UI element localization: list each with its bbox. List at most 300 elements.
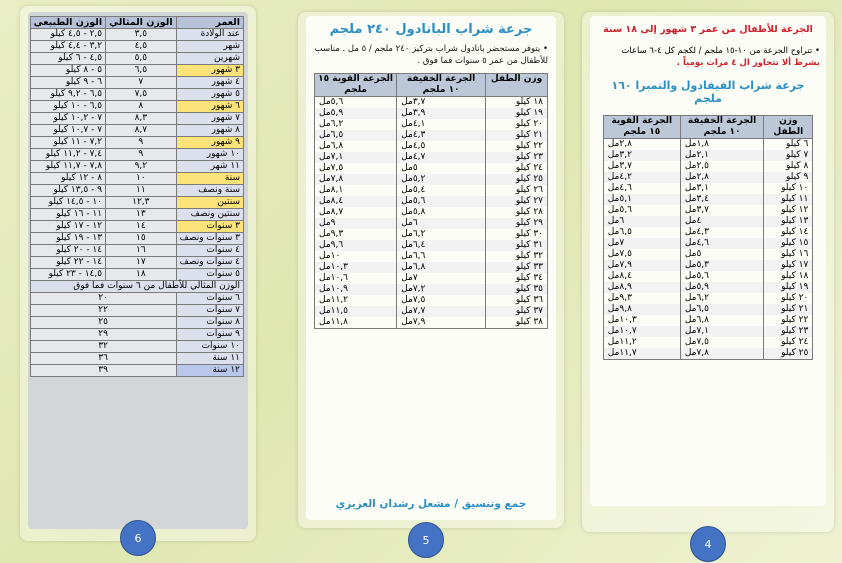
natural-weight-header: الوزن الطبيعي <box>30 17 105 29</box>
dose-unit: مل <box>607 271 620 281</box>
dose-value: ٦,٥ <box>330 130 344 140</box>
dose-value: ٧,٥ <box>696 337 709 347</box>
table-row <box>315 108 548 119</box>
dose-unit: مل <box>607 194 620 204</box>
table-row <box>30 233 243 245</box>
light-dose-cell <box>680 293 764 304</box>
ideal-weight-cell: ٩ <box>106 149 176 161</box>
strong-dose-cell <box>315 130 397 141</box>
age-cell: ٣ سنوات ونصف <box>176 233 243 245</box>
weight-cell: ١٧ كيلو <box>764 260 813 271</box>
dose-unit: مل <box>319 97 331 107</box>
weight-cell: ٢١ كيلو <box>486 130 548 141</box>
ideal-weight-cell: ١٧ <box>106 257 176 269</box>
strong-dose-cell <box>603 249 680 260</box>
ideal-weight-cell: ٨,٣ <box>106 113 176 125</box>
light-dose-cell <box>397 130 486 141</box>
weight-cell: ٢٨ كيلو <box>486 207 548 218</box>
fevadol-dose-table <box>603 115 814 360</box>
natural-weight-cell: ١٤,٥ - ٢٣ كيلو <box>30 269 105 281</box>
natural-weight-cell: ٧ - ١٠,٢ كيلو <box>30 113 105 125</box>
weight-cell: ١٤ كيلو <box>764 227 813 238</box>
dose-unit: مل <box>684 139 697 149</box>
table-row <box>603 271 813 282</box>
strong-dose-cell <box>315 108 397 119</box>
dose-unit: مل <box>684 205 697 215</box>
light-dose-cell <box>680 326 764 337</box>
light-dose-header: الجرعة الخفيفة ١٠ ملجم <box>397 74 486 97</box>
table-row <box>603 326 813 337</box>
light-dose-cell <box>397 317 486 329</box>
dose-value: ٦,٥ <box>619 227 632 237</box>
age-cell: ١١ شهر <box>176 161 243 173</box>
table-row <box>315 130 548 141</box>
table-row <box>315 262 548 273</box>
natural-weight-cell: ٧,٨ - ١١,٧ كيلو <box>30 161 105 173</box>
strong-dose-cell <box>603 293 680 304</box>
dose-value: ٢,١ <box>696 150 709 160</box>
dose-unit: مل <box>319 218 331 228</box>
table-row <box>30 209 243 221</box>
weight-cell: ١٥ كيلو <box>764 238 813 249</box>
ideal-weight-cell: ١١ <box>106 185 176 197</box>
weight-cell: ٢٠ كيلو <box>764 293 813 304</box>
age-cell: ١٠ شهور <box>176 149 243 161</box>
strong-dose-cell <box>603 227 680 238</box>
light-dose-cell <box>680 271 764 282</box>
light-dose-cell <box>680 194 764 205</box>
age-cell: سنة ونصف <box>176 185 243 197</box>
table-row <box>30 41 243 53</box>
strong-dose-cell <box>603 139 680 151</box>
table-row <box>315 284 548 295</box>
table-row <box>30 197 243 209</box>
dose-unit: مل <box>319 174 331 184</box>
light-dose-cell <box>680 216 764 227</box>
ideal-weight-cell: ١٢,٣ <box>106 197 176 209</box>
weight-cell: ٢٢ كيلو <box>486 141 548 152</box>
table-row <box>315 295 548 306</box>
dose-value: ٧,٥ <box>412 295 426 305</box>
dose-value: ١١,٧ <box>619 348 637 358</box>
dose-unit: مل <box>684 150 697 160</box>
dose-unit: مل <box>401 185 413 195</box>
dose-value: ٥,٨ <box>412 207 426 217</box>
dose-unit: مل <box>401 306 413 316</box>
strong-dose-cell <box>603 282 680 293</box>
natural-weight-cell: ٧,٢ - ١١ كيلو <box>30 137 105 149</box>
dose-unit: مل <box>401 119 413 129</box>
weight-header: وزن الطفل <box>764 116 813 139</box>
light-dose-cell <box>680 205 764 216</box>
dose-unit: مل <box>319 295 331 305</box>
table-row <box>603 304 813 315</box>
table-row <box>315 240 548 251</box>
age-cell: ٥ سنوات <box>176 269 243 281</box>
natural-weight-cell: ١٤ - ٢٠ كيلو <box>30 245 105 257</box>
dose-unit: مل <box>401 108 413 118</box>
ideal-weight-cell: ٤,٥ <box>106 41 176 53</box>
dose-note <box>596 45 820 69</box>
light-dose-cell <box>397 119 486 130</box>
dose-value: ٩,٦ <box>330 240 344 250</box>
weight-table-card <box>28 12 248 529</box>
table-row <box>603 161 813 172</box>
weight-cell: ١٩ كيلو <box>486 108 548 119</box>
dose-value: ٣,٧ <box>412 97 426 107</box>
dose-value: ٥,١ <box>619 194 632 204</box>
light-dose-cell <box>680 238 764 249</box>
page-number-badge: 4 <box>690 526 726 562</box>
strong-dose-cell <box>603 194 680 205</box>
strong-dose-header: الجرعة القوية ١٥ ملجم <box>603 116 680 139</box>
light-dose-cell <box>397 295 486 306</box>
dose-value: ٧,٥ <box>330 163 344 173</box>
natural-weight-cell: ١١ - ١٦ كيلو <box>30 209 105 221</box>
dose-unit: مل <box>319 119 331 129</box>
dose-value: ٥ <box>412 163 418 173</box>
dose-unit: مل <box>319 130 331 140</box>
page-title: جرعة شراب الفيفادول والتمبرا ١٦٠ ملجم <box>611 79 805 105</box>
dose-value: ٤,١ <box>412 119 426 129</box>
dose-note-text: • تتراوح الجرعة من ١٠-١٥ ملجم / لكجم كل ٤-٦ ساعات <box>621 46 820 56</box>
table-row <box>315 174 548 185</box>
dose-value: ٧,١ <box>696 326 709 336</box>
strong-dose-cell <box>603 348 680 360</box>
ideal-weight-cell: ١٦ <box>106 245 176 257</box>
strong-dose-cell <box>603 172 680 183</box>
weight-cell: ٣٠ كيلو <box>486 229 548 240</box>
age-cell: ٨ سنوات <box>176 317 243 329</box>
table-row <box>30 353 243 365</box>
strong-dose-cell <box>315 119 397 130</box>
dose-value: ١٠ <box>330 251 341 261</box>
dose-value: ٨,٧ <box>330 207 344 217</box>
table-row <box>603 194 813 205</box>
light-dose-header: الجرعة الخفيفة ١٠ ملجم <box>680 116 764 139</box>
dose-unit: مل <box>607 293 620 303</box>
dose-unit: مل <box>319 317 331 327</box>
weight-cell: ٢٩ كيلو <box>486 218 548 229</box>
light-dose-cell <box>680 150 764 161</box>
weight-cell: ١١ كيلو <box>764 194 813 205</box>
natural-weight-cell: ٤,٥ - ٦ كيلو <box>30 53 105 65</box>
age-cell: ٧ سنوات <box>176 305 243 317</box>
credit-line: جمع وتنسيق / مشعل رشدان العزيزي <box>335 498 527 510</box>
dose-value: ٥,٣ <box>696 260 709 270</box>
natural-weight-cell: ٢,٥ - ٤,٥ كيلو <box>30 29 105 41</box>
natural-weight-cell: ١٤ - ٢٢ كيلو <box>30 257 105 269</box>
age-cell: سنتين ونصف <box>176 209 243 221</box>
dose-unit: مل <box>401 262 413 272</box>
age-cell: ٥ شهور <box>176 89 243 101</box>
table-row <box>30 329 243 341</box>
dose-value: ٦ <box>412 218 418 228</box>
strong-dose-cell <box>315 97 397 109</box>
age-cell: ٦ سنوات <box>176 293 243 305</box>
natural-weight-cell: ٨ - ١٢ كيلو <box>30 173 105 185</box>
table-row <box>30 365 243 377</box>
age-cell: ١٢ سنة <box>176 365 243 377</box>
weight-cell: ١٨ كيلو <box>486 97 548 109</box>
light-dose-cell <box>680 282 764 293</box>
strong-dose-cell <box>603 304 680 315</box>
table-row <box>30 77 243 89</box>
dose-unit: مل <box>684 194 697 204</box>
dose-value: ٧,٩ <box>619 260 632 270</box>
dose-unit: مل <box>607 172 620 182</box>
strong-dose-cell <box>603 337 680 348</box>
dose-unit: مل <box>401 196 413 206</box>
table-row <box>30 185 243 197</box>
dose-value: ٥,٩ <box>330 108 344 118</box>
dose-value: ٦,٨ <box>330 141 344 151</box>
dose-value: ٦,٤ <box>412 240 426 250</box>
age-cell: ١٠ سنوات <box>176 341 243 353</box>
dose-value: ٧,٢ <box>412 284 426 294</box>
weight-cell: ٣٢ كيلو <box>486 251 548 262</box>
dose-unit: مل <box>319 163 331 173</box>
dose-unit: مل <box>684 260 697 270</box>
light-dose-cell <box>397 262 486 273</box>
weight-cell: ٣١ كيلو <box>486 240 548 251</box>
dose-value: ١٠,٣ <box>330 262 349 272</box>
dose-value: ٧ <box>412 273 418 283</box>
light-dose-cell <box>680 172 764 183</box>
table-row <box>603 282 813 293</box>
dose-value: ٤,٧ <box>412 152 426 162</box>
ideal-weight-cell: ٦,٥ <box>106 65 176 77</box>
dose-value: ١٠,٩ <box>330 284 349 294</box>
strong-dose-cell <box>315 185 397 196</box>
natural-weight-cell: ٣,٢ - ٤,٤ كيلو <box>30 41 105 53</box>
dose-value: ٦,٨ <box>412 262 426 272</box>
ideal-weight-cell: ٣,٥ <box>106 29 176 41</box>
dose-unit: مل <box>607 205 620 215</box>
natural-weight-cell: ٦,٥ - ١٠ كيلو <box>30 101 105 113</box>
dose-value: ٤,٣ <box>412 130 426 140</box>
dose-unit: مل <box>684 337 697 347</box>
natural-weight-cell: ٧,٤ - ١١,٢ كيلو <box>30 149 105 161</box>
table-row <box>603 183 813 194</box>
light-dose-cell <box>397 108 486 119</box>
dose-value: ٦,٢ <box>330 119 344 129</box>
strong-dose-cell <box>315 152 397 163</box>
table-row <box>315 251 548 262</box>
weight-cell: ٢٤ كيلو <box>764 337 813 348</box>
fevadol-card <box>590 16 826 506</box>
age-cell: شهر <box>176 41 243 53</box>
strong-dose-cell <box>603 216 680 227</box>
ideal-weight-cell: ٢٥ <box>30 317 176 329</box>
dose-unit: مل <box>401 240 413 250</box>
dose-value: ٨,٤ <box>619 271 632 281</box>
table-row <box>603 139 813 151</box>
table-row <box>30 269 243 281</box>
dose-unit: مل <box>684 227 697 237</box>
dose-unit: مل <box>684 326 697 336</box>
light-dose-cell <box>397 152 486 163</box>
dose-unit: مل <box>401 130 413 140</box>
age-cell: ٤ شهور <box>176 77 243 89</box>
table-row <box>30 137 243 149</box>
natural-weight-cell: ٦ - ٩ كيلو <box>30 77 105 89</box>
page-4 <box>582 12 834 551</box>
table-row <box>30 173 243 185</box>
dose-value: ٤,٦ <box>696 238 709 248</box>
age-cell: ٧ شهور <box>176 113 243 125</box>
light-dose-cell <box>397 251 486 262</box>
dose-value: ١١,٥ <box>330 306 349 316</box>
dose-unit: مل <box>319 185 331 195</box>
dose-value: ١١,٨ <box>330 317 349 327</box>
dose-value: ٧,٥ <box>619 249 632 259</box>
ideal-weight-cell: ١٥ <box>106 233 176 245</box>
strong-dose-cell <box>315 141 397 152</box>
strong-dose-cell <box>315 240 397 251</box>
light-dose-cell <box>397 174 486 185</box>
dose-unit: مل <box>401 229 413 239</box>
age-cell: عند الولادة <box>176 29 243 41</box>
dose-unit: مل <box>607 216 620 226</box>
dose-unit: مل <box>684 282 697 292</box>
dose-value: ٣,٧ <box>696 205 709 215</box>
ideal-weight-cell: ١٣ <box>106 209 176 221</box>
dose-value: ١١,٢ <box>619 337 637 347</box>
strong-dose-cell <box>315 317 397 329</box>
ideal-weight-cell: ٩,٢ <box>106 161 176 173</box>
dose-unit: مل <box>319 196 331 206</box>
light-dose-cell <box>397 240 486 251</box>
dose-value: ٦,٦ <box>412 251 426 261</box>
table-header-row <box>30 17 243 29</box>
ideal-weight-cell: ٣٢ <box>30 341 176 353</box>
dose-unit: مل <box>607 260 620 270</box>
dose-unit: مل <box>401 97 413 107</box>
weight-cell: ١٩ كيلو <box>764 282 813 293</box>
strong-dose-cell <box>315 262 397 273</box>
table-row <box>315 306 548 317</box>
strong-dose-cell <box>603 271 680 282</box>
dose-unit: مل <box>401 163 413 173</box>
dose-unit: مل <box>401 295 413 305</box>
weight-cell: ١٨ كيلو <box>764 271 813 282</box>
dose-unit: مل <box>607 348 620 358</box>
strong-dose-cell <box>315 306 397 317</box>
light-dose-cell <box>397 306 486 317</box>
table-row <box>603 249 813 260</box>
age-cell: ٩ شهور <box>176 137 243 149</box>
table-row <box>603 150 813 161</box>
dose-value: ١١,٢ <box>330 295 349 305</box>
age-cell: ٩ سنوات <box>176 329 243 341</box>
ideal-weight-cell: ٣٩ <box>30 365 176 377</box>
light-dose-cell <box>397 163 486 174</box>
weight-cell: ٧ كيلو <box>764 150 813 161</box>
dose-unit: مل <box>319 262 331 272</box>
age-cell: سنة <box>176 173 243 185</box>
dose-unit: مل <box>401 174 413 184</box>
ideal-weight-cell: ٥,٥ <box>106 53 176 65</box>
dose-value: ٣,٢ <box>619 150 632 160</box>
dose-value: ٨,٩ <box>619 282 632 292</box>
dose-value: ٥,٩ <box>696 282 709 292</box>
weight-cell: ٢٣ كيلو <box>486 152 548 163</box>
dose-unit: مل <box>319 152 331 162</box>
table-row <box>315 196 548 207</box>
dose-value: ٤ <box>696 216 702 226</box>
light-dose-cell <box>397 284 486 295</box>
table-row <box>30 257 243 269</box>
dose-unit: مل <box>319 229 331 239</box>
strong-dose-cell <box>315 284 397 295</box>
table-row <box>315 218 548 229</box>
table-row <box>315 163 548 174</box>
ideal-weight-cell: ٢٩ <box>30 329 176 341</box>
strong-dose-cell <box>603 161 680 172</box>
table-row <box>603 337 813 348</box>
strong-dose-cell <box>603 150 680 161</box>
ideal-weight-cell: ٣٦ <box>30 353 176 365</box>
weight-cell: ٣٣ كيلو <box>486 262 548 273</box>
dose-value: ٢,٨ <box>696 172 709 182</box>
natural-weight-cell: ٥ - ٨ كيلو <box>30 65 105 77</box>
weight-cell: ٢٤ كيلو <box>486 163 548 174</box>
dose-value: ٧,٨ <box>330 174 344 184</box>
dose-unit: مل <box>684 238 697 248</box>
dose-value: ٧,٨ <box>696 348 709 358</box>
dose-value: ٢,٨ <box>619 139 632 149</box>
panadol-dose-table <box>314 73 548 329</box>
light-dose-cell <box>680 337 764 348</box>
dose-value: ١,٨ <box>696 139 709 149</box>
light-dose-cell <box>397 229 486 240</box>
dose-unit: مل <box>607 238 620 248</box>
age-header: العمر <box>176 17 243 29</box>
dose-unit: مل <box>684 271 697 281</box>
dose-value: ٩,٣ <box>330 229 344 239</box>
table-row <box>315 97 548 109</box>
natural-weight-cell: ٦,٥ - ٩,٢ كيلو <box>30 89 105 101</box>
product-note: • يتوفر مستحضر بانادول شراب بتركيز ٢٤٠ ملجم / ٥ مل . مناسب للأطفال من عمر ٥ سنوات فما فوق . <box>314 44 548 66</box>
strong-dose-cell <box>603 238 680 249</box>
light-dose-cell <box>680 260 764 271</box>
dose-value: ٤,٢ <box>619 172 632 182</box>
page-6 <box>20 6 256 545</box>
strong-dose-cell <box>603 183 680 194</box>
dose-value: ٦ <box>619 216 625 226</box>
dose-value: ٦,٨ <box>696 315 709 325</box>
dose-value: ٤,٦ <box>619 183 632 193</box>
dose-unit: مل <box>607 326 620 336</box>
dose-unit: مل <box>684 161 697 171</box>
age-cell: شهرين <box>176 53 243 65</box>
age-range-heading: الجرعة للأطفال من عمر ٣ شهور إلى ١٨ سنة <box>603 24 813 35</box>
strong-dose-cell <box>603 205 680 216</box>
age-cell: ٣ شهور <box>176 65 243 77</box>
ideal-weight-cell: ٩ <box>106 137 176 149</box>
dose-unit: مل <box>607 227 620 237</box>
dose-value: ٣,١ <box>696 183 709 193</box>
table-row <box>315 185 548 196</box>
dose-unit: مل <box>401 152 413 162</box>
natural-weight-cell: ١٢ - ١٧ كيلو <box>30 221 105 233</box>
strong-dose-cell <box>315 229 397 240</box>
table-row <box>315 152 548 163</box>
dose-value: ٩,٨ <box>619 304 632 314</box>
dose-unit: مل <box>684 183 697 193</box>
dose-unit: مل <box>401 218 413 228</box>
